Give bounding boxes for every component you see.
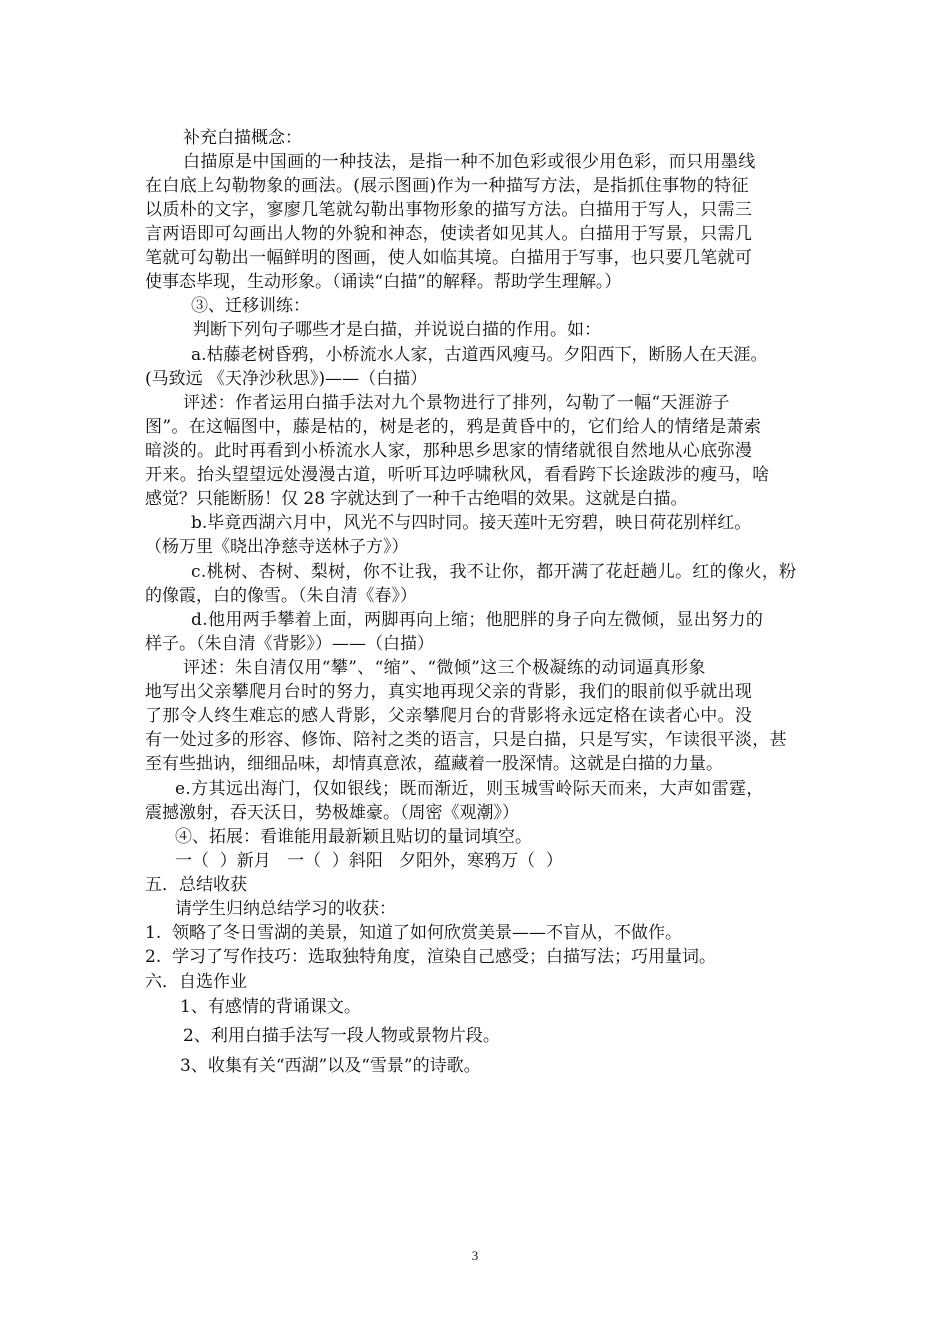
paragraph-line: 判断下列句子哪些才是白描，并说说白描的作用。如： bbox=[193, 320, 601, 340]
example-line: (马致远 《天净沙秋思》)——（白描） bbox=[145, 369, 428, 389]
commentary-line: 有一处过多的形容、修饰、陪衬之类的语言，只是白描，只是写实，乍读很平淡，甚 bbox=[145, 730, 787, 750]
commentary-line: 至有些拙讷，细细品味，却情真意浓，蕴藏着一股深情。这就是白描的力量。 bbox=[145, 754, 723, 774]
section-heading: 补充白描概念： bbox=[183, 128, 302, 148]
list-item: 1、有感情的背诵课文。 bbox=[180, 997, 361, 1017]
example-line: 的像霞，白的像雪。（朱自清《春》） bbox=[145, 586, 417, 606]
paragraph-line: 在白底上勾勒物象的画法。(展示图画)作为一种描写方法，是指抓住事物的特征 bbox=[145, 176, 749, 196]
paragraph-line: 请学生归纳总结学习的收获： bbox=[175, 899, 396, 919]
example-line: c.桃树、杏树、梨树，你不让我，我不让你，都开满了花赶趟儿。红的像火，粉 bbox=[191, 562, 797, 582]
commentary-line: 图”。在这幅图中，藤是枯的，树是老的，鸦是黄昏中的，它们给人的情绪是萧索 bbox=[145, 417, 762, 437]
commentary-line: 了那令人终生难忘的感人背影，父亲攀爬月台的背影将永远定格在读者心中。没 bbox=[145, 706, 753, 726]
list-item: 3、收集有关“西湖”以及“雪景”的诗歌。 bbox=[180, 1056, 481, 1076]
paragraph-line: 白描原是中国画的一种技法，是指一种不加色彩或很少用色彩，而只用墨线 bbox=[183, 152, 756, 172]
paragraph-line: 以质朴的文字，寥廖几笔就勾勒出事物形象的描写方法。白描用于写人，只需三 bbox=[145, 200, 753, 220]
example-line: d.他用两手攀着上面，两脚再向上缩；他肥胖的身子向左微倾，显出努力的 bbox=[191, 610, 764, 630]
section-heading: 五．总结收获 bbox=[145, 875, 247, 895]
example-line: 震撼激射，吞天沃日，势极雄豪。（周密《观潮》） bbox=[145, 803, 519, 823]
list-item: 2、利用白描手法写一段人物或景物片段。 bbox=[183, 1026, 500, 1046]
fill-blank-exercise: 一（ ）新月 一（ ）斜阳 夕阳外，寒鸦万（ ） bbox=[175, 851, 563, 871]
commentary-line: 地写出父亲攀爬月台时的努力，真实地再现父亲的背影，我们的眼前似乎就出现 bbox=[145, 682, 753, 702]
commentary-line: 评述：作者运用白描手法对九个景物进行了排列，勾勒了一幅“天涯游子 bbox=[183, 393, 730, 413]
example-line: b.毕竟西湖六月中，风光不与四时同。接天莲叶无穷碧，映日荷花别样红。 bbox=[191, 513, 752, 533]
paragraph-line: 使事态毕现，生动形象。（诵读“白描”的解释。帮助学生理解。） bbox=[145, 272, 622, 292]
commentary-line: 开来。抬头望望远处漫漫古道，听听耳边呼啸秋风，看看跨下长途跋涉的瘦马，啥 bbox=[145, 465, 770, 485]
paragraph-line: 笔就可勾勒出一幅鲜明的图画，使人如临其境。白描用于写事，也只要几笔就可 bbox=[145, 248, 753, 268]
section-heading: 六．自选作业 bbox=[145, 972, 247, 992]
commentary-line: 感觉？只能断肠！仅 28 字就达到了一种千古绝唱的效果。这就是白描。 bbox=[145, 489, 688, 509]
example-line: e.方其远出海门，仅如银线；既而渐近，则玉城雪岭际天而来，大声如雷霆， bbox=[175, 779, 764, 799]
section-heading: ④、拓展：看谁能用最新颖且贴切的量词填空。 bbox=[175, 827, 532, 847]
list-item: 2. 学习了写作技巧：选取独特角度，渲染自己感受；白描写法；巧用量词。 bbox=[145, 947, 717, 967]
commentary-line: 评述：朱自清仅用“攀”、“缩”、“微倾”这三个极凝练的动词逼真形象 bbox=[183, 658, 706, 678]
example-line: a.枯藤老树昏鸦，小桥流水人家，古道西风瘦马。夕阳西下，断肠人在天涯。 bbox=[191, 345, 768, 365]
page-number: 3 bbox=[471, 1248, 479, 1263]
commentary-line: 暗淡的。此时再看到小桥流水人家，那种思乡思家的情绪就很自然地从心底弥漫 bbox=[145, 441, 753, 461]
example-line: 样子。（朱自清《背影》）——（白描） bbox=[145, 634, 434, 654]
paragraph-line: 言两语即可勾画出人物的外貌和神态，使读者如见其人。白描用于写景，只需几 bbox=[145, 224, 753, 244]
list-item: 1. 领略了冬日雪湖的美景，知道了如何欣赏美景——不盲从，不做作。 bbox=[145, 923, 683, 943]
section-heading: ③、迁移训练： bbox=[191, 296, 310, 316]
example-line: （杨万里《晓出净慈寺送林子方》） bbox=[145, 537, 409, 557]
